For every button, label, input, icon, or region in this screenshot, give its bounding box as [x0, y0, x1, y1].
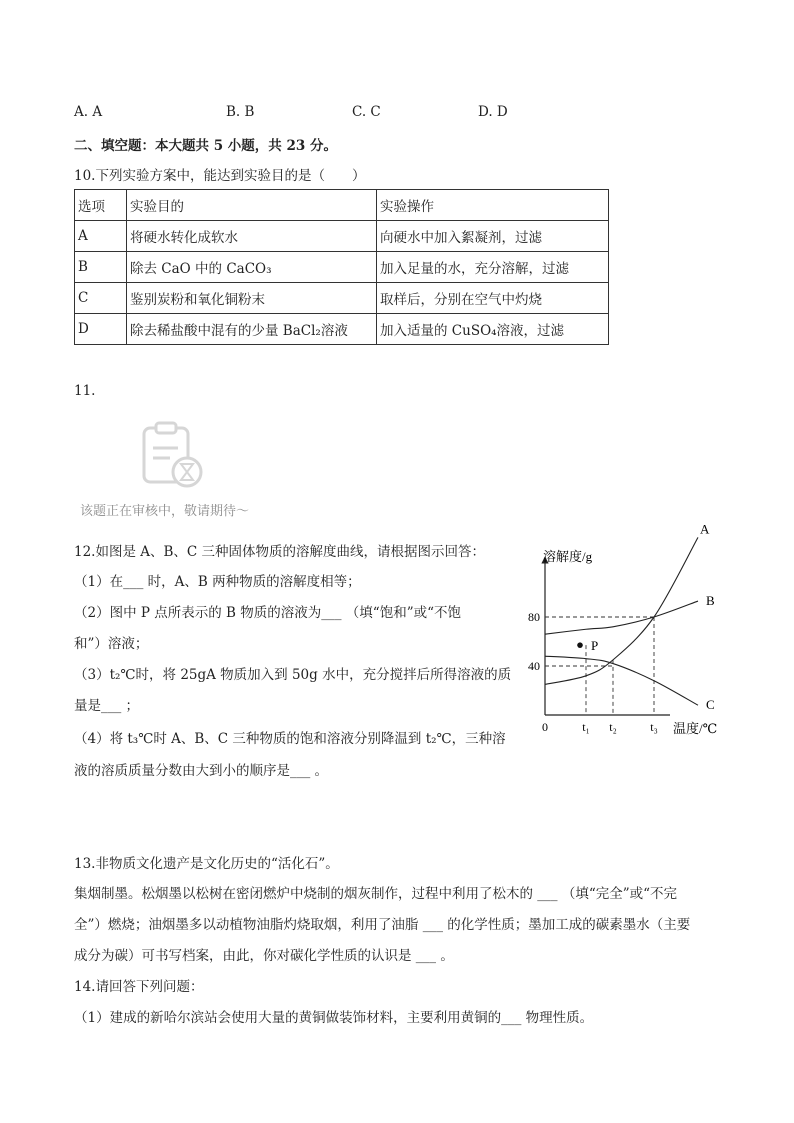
option-b: B. B	[226, 104, 255, 120]
x-tick-label: t₁	[582, 720, 590, 734]
option-a: A. A	[74, 104, 103, 120]
q12-part2-line1: （2）图中 P 点所表示的 B 物质的溶液为___ （填“饱和”或“不饱	[74, 605, 462, 621]
table-cell: 鉴别炭粉和氧化铜粉末	[127, 283, 377, 314]
table-cell: 向硬水中加入絮凝剂，过滤	[377, 221, 609, 252]
option-c: C. C	[352, 104, 381, 120]
y-axis-label: 溶解度/g	[543, 549, 593, 564]
option-d: D. D	[478, 104, 508, 120]
q13-line3: 成分为碳）可书写档案，由此，你对碳化学性质的认识是 ___ 。	[74, 948, 454, 964]
q12-stem: 12.如图是 A、B、C 三种固体物质的溶解度曲线，请根据图示回答：	[74, 544, 486, 560]
table-cell: C	[75, 283, 127, 314]
table-cell: 加入足量的水，充分溶解，过滤	[377, 252, 609, 283]
curve-b	[545, 601, 698, 634]
q14-part1: （1）建成的新哈尔滨站会使用大量的黄铜做装饰材料，主要利用黄铜的___ 物理性质。	[74, 1010, 594, 1026]
q12-part4-line1: （4）将 t₃℃时 A、B、C 三种物质的饱和溶液分别降温到 t₂℃，三种溶	[74, 731, 506, 747]
q13-title: 13.非物质文化遗产是文化历史的“活化石”。	[74, 856, 339, 872]
x-axis-label: 温度/℃	[673, 721, 718, 736]
table-cell: B	[75, 252, 127, 283]
q14-title: 14.请回答下列问题：	[74, 979, 204, 995]
table-row	[75, 314, 609, 345]
series-label-a: A	[700, 521, 710, 537]
q10-table	[74, 189, 609, 345]
q10-stem: 10.下列实验方案中，能达到实验目的是（ ）	[74, 168, 366, 184]
series-label-c: C	[706, 697, 715, 713]
q11-placeholder: 该题正在审核中，敬请期待～	[80, 504, 250, 519]
point-p-marker	[577, 642, 583, 648]
table-cell: A	[75, 221, 127, 252]
point-p-label: P	[591, 638, 599, 654]
section-heading: 二、填空题：本大题共 5 小题，共 23 分。	[74, 138, 337, 154]
table-cell: 取样后，分别在空气中灼烧	[377, 283, 609, 314]
header-cell: 实验操作	[377, 190, 609, 221]
q13-line2: 全”）燃烧；油烟墨多以动植物油脂灼烧取烟，利用了油脂 ___ 的化学性质；墨加工成的碳素墨水（主要	[74, 917, 691, 933]
table-header-row	[75, 190, 609, 221]
table-cell: 除去稀盐酸中混有的少量 BaCl₂溶液	[127, 314, 377, 345]
x-tick-label: t₂	[609, 720, 617, 734]
q12-part3-line1: （3）t₂℃时，将 25gA 物质加入到 50g 水中，充分搅拌后所得溶液的质	[74, 667, 512, 683]
table-cell: 加入适量的 CuSO₄溶液，过滤	[377, 314, 609, 345]
y-tick-label: 80	[528, 610, 540, 624]
table-cell: D	[75, 314, 127, 345]
table-row	[75, 252, 609, 283]
q12-part1: （1）在___ 时，A、B 两种物质的溶解度相等；	[74, 574, 361, 590]
solubility-chart	[510, 521, 730, 745]
header-cell: 选项	[75, 190, 127, 221]
x-tick-label: t₃	[650, 720, 658, 734]
q12-part3-line2: 量是___ ；	[74, 698, 140, 714]
q11-number: 11.	[74, 383, 96, 399]
table-row	[75, 221, 609, 252]
pending-review-icon	[138, 420, 208, 492]
q13-line1: 集烟制墨。松烟墨以松树在密闭燃炉中烧制的烟灰制作，过程中利用了松木的 ___ （填“完全”或“不完	[74, 886, 678, 902]
table-cell: 除去 CaO 中的 CaCO₃	[127, 252, 377, 283]
q12-part2-line2: 和”）溶液；	[74, 636, 149, 652]
x-tick-label: 0	[542, 720, 548, 734]
series-label-b: B	[706, 593, 715, 609]
y-tick-label: 40	[528, 659, 540, 673]
table-cell: 将硬水转化成软水	[127, 221, 377, 252]
table-row	[75, 283, 609, 314]
header-cell: 实验目的	[127, 190, 377, 221]
q12-part4-line2: 液的溶质质量分数由大到小的顺序是___ 。	[74, 763, 329, 779]
